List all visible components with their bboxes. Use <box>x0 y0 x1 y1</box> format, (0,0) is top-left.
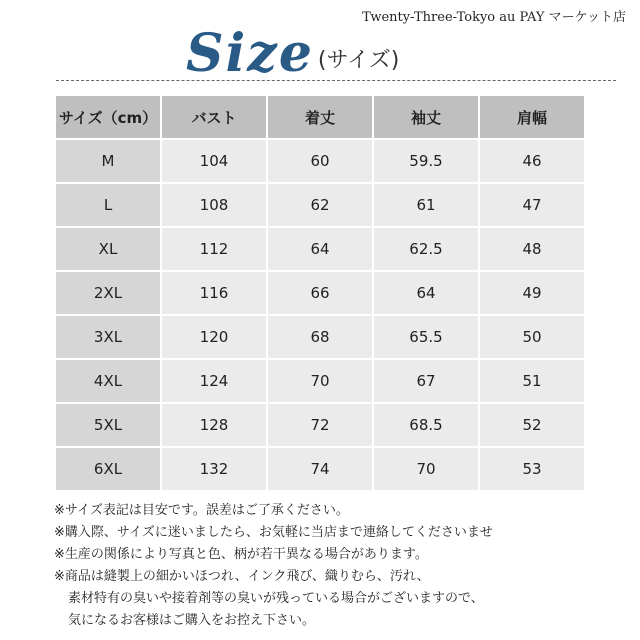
shop-name: Twenty-Three-Tokyo au PAY マーケット店 <box>362 10 626 25</box>
length-cell: 70 <box>268 360 372 402</box>
sleeve-cell: 70 <box>374 448 478 490</box>
note-line: ※生産の関係により写真と色、柄が若干異なる場合があります。 <box>54 547 428 562</box>
sleeve-cell: 62.5 <box>374 228 478 270</box>
size-chart-table <box>54 94 586 492</box>
bust-cell: 124 <box>162 360 266 402</box>
bust-cell: 132 <box>162 448 266 490</box>
title-divider <box>56 80 616 81</box>
size-cell: XL <box>56 228 160 270</box>
size-title-sub: (サイズ) <box>317 48 400 73</box>
length-cell: 60 <box>268 140 372 182</box>
shoulder-cell: 51 <box>480 360 584 402</box>
header-size: サイズ（cm） <box>56 96 160 138</box>
table-header-row <box>56 96 584 138</box>
table-row <box>56 228 584 270</box>
note-line: ※サイズ表記は目安です。誤差はご了承ください。 <box>54 503 349 518</box>
shoulder-cell: 48 <box>480 228 584 270</box>
bust-cell: 116 <box>162 272 266 314</box>
notes-section <box>54 500 624 632</box>
shoulder-cell: 53 <box>480 448 584 490</box>
size-cell: 6XL <box>56 448 160 490</box>
bust-cell: 128 <box>162 404 266 446</box>
bust-cell: 112 <box>162 228 266 270</box>
sleeve-cell: 64 <box>374 272 478 314</box>
table-row <box>56 140 584 182</box>
note-line: 素材特有の臭いや接着剤等の臭いが残っている場合がございますので、 <box>68 591 484 606</box>
table-row <box>56 448 584 490</box>
size-cell: L <box>56 184 160 226</box>
bust-cell: 104 <box>162 140 266 182</box>
shoulder-cell: 50 <box>480 316 584 358</box>
length-cell: 66 <box>268 272 372 314</box>
shoulder-cell: 49 <box>480 272 584 314</box>
shoulder-cell: 46 <box>480 140 584 182</box>
sleeve-cell: 67 <box>374 360 478 402</box>
bust-cell: 120 <box>162 316 266 358</box>
sleeve-cell: 68.5 <box>374 404 478 446</box>
header-shoulder: 肩幅 <box>480 96 584 138</box>
table-row <box>56 184 584 226</box>
note-line: 気になるお客様はご購入をお控え下さい。 <box>68 613 316 628</box>
size-title <box>186 10 400 84</box>
size-cell: 2XL <box>56 272 160 314</box>
length-cell: 62 <box>268 184 372 226</box>
size-cell: 5XL <box>56 404 160 446</box>
note-line: ※購入際、サイズに迷いましたら、お気軽に当店まで連絡してくださいませ <box>54 525 493 540</box>
header-bust: バスト <box>162 96 266 138</box>
length-cell: 68 <box>268 316 372 358</box>
table-row <box>56 316 584 358</box>
size-cell: M <box>56 140 160 182</box>
header-length: 着丈 <box>268 96 372 138</box>
sleeve-cell: 61 <box>374 184 478 226</box>
header-sleeve: 袖丈 <box>374 96 478 138</box>
note-line: ※商品は縫製上の細かいほつれ、インク飛び、織りむら、汚れ、 <box>54 569 430 584</box>
length-cell: 72 <box>268 404 372 446</box>
length-cell: 74 <box>268 448 372 490</box>
size-cell: 3XL <box>56 316 160 358</box>
size-title-main: Size <box>186 23 314 84</box>
table-row <box>56 272 584 314</box>
length-cell: 64 <box>268 228 372 270</box>
shoulder-cell: 52 <box>480 404 584 446</box>
sleeve-cell: 59.5 <box>374 140 478 182</box>
size-cell: 4XL <box>56 360 160 402</box>
bust-cell: 108 <box>162 184 266 226</box>
shoulder-cell: 47 <box>480 184 584 226</box>
table-row <box>56 360 584 402</box>
table-row <box>56 404 584 446</box>
sleeve-cell: 65.5 <box>374 316 478 358</box>
